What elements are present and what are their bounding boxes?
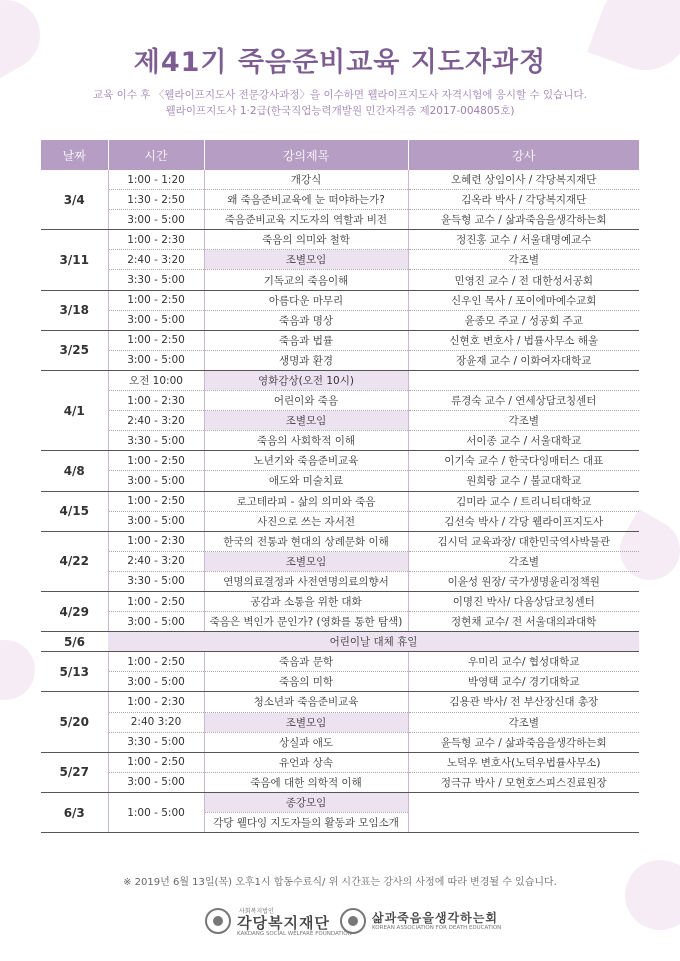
instructor-cell: 김미라 교수 / 트리니티대학교 — [408, 491, 639, 511]
kakdang-logo-name: 각당복지재단 — [237, 914, 330, 932]
table-row — [41, 451, 639, 471]
date-cell: 3/25 — [41, 330, 108, 370]
table-row — [41, 792, 639, 812]
time-cell: 1:00 - 2:50 — [108, 451, 204, 471]
table-row — [41, 210, 639, 230]
time-cell: 3:00 - 5:00 — [108, 350, 204, 370]
lecture-cell: 조별모임 — [204, 712, 408, 732]
table-row — [41, 632, 639, 652]
instructor-cell: 우미리 교수/ 협성대학교 — [408, 652, 639, 672]
table-row — [41, 612, 639, 632]
table-row — [41, 652, 639, 672]
lecture-cell: 애도와 미술치료 — [204, 471, 408, 491]
kakdang-logo-eng: KAKDANG SOCIAL WELFARE FOUNDATION — [237, 931, 352, 937]
time-cell: 1:00 - 2:30 — [108, 692, 204, 712]
table-row — [41, 370, 639, 390]
table-row — [41, 471, 639, 491]
instructor-cell: 노덕우 변호사(노덕우법률사무소) — [408, 752, 639, 772]
table-row — [41, 270, 639, 290]
table-row — [41, 591, 639, 611]
instructor-cell — [408, 370, 639, 390]
lecture-cell: 조별모임 — [204, 411, 408, 431]
time-cell: 오전 10:00 — [108, 370, 204, 390]
table-row — [41, 170, 639, 190]
date-cell: 5/20 — [41, 692, 108, 752]
instructor-cell: 이기숙 교수 / 한국다잉매터스 대표 — [408, 451, 639, 471]
time-cell: 1:00 - 2:50 — [108, 591, 204, 611]
time-cell: 1:00 - 2:50 — [108, 491, 204, 511]
time-cell: 2:40 - 3:20 — [108, 551, 204, 571]
date-cell: 5/6 — [41, 632, 108, 652]
time-cell: 3:00 - 5:00 — [108, 210, 204, 230]
lecture-cell: 로고테라피 - 삶의 의미와 죽음 — [204, 491, 408, 511]
instructor-cell: 김용관 박사/ 전 부산장신대 총장 — [408, 692, 639, 712]
instructor-cell: 정현채 교수/ 전 서울대의과대학 — [408, 612, 639, 632]
page-subtitle — [0, 87, 680, 119]
time-cell: 3:30 - 5:00 — [108, 270, 204, 290]
association-logo-name: 삶과죽음을생각하는회 — [372, 911, 498, 925]
instructor-cell: 정극규 박사 / 모현호스피스진료원장 — [408, 772, 639, 792]
table-row — [41, 772, 639, 792]
instructor-cell: 이명진 박사/ 다움상담코칭센터 — [408, 591, 639, 611]
time-cell: 1:00 - 2:50 — [108, 330, 204, 350]
column-header-time: 시간 — [108, 140, 204, 170]
instructor-cell: 각조별 — [408, 551, 639, 571]
table-row — [41, 250, 639, 270]
association-logo — [340, 906, 500, 940]
date-cell: 4/1 — [41, 370, 108, 450]
table-row — [41, 551, 639, 571]
table-row — [41, 391, 639, 411]
association-emblem-icon — [340, 908, 366, 934]
time-cell: 1:00 - 2:30 — [108, 230, 204, 250]
lecture-cell: 청소년과 죽음준비교육 — [204, 692, 408, 712]
lecture-cell: 각당 웰다잉 지도자들의 활동과 모임소개 — [204, 813, 408, 833]
table-row — [41, 491, 639, 511]
instructor-cell: 민영진 교수 / 전 대한성서공회 — [408, 270, 639, 290]
time-cell: 1:30 - 2:50 — [108, 190, 204, 210]
instructor-cell: 이윤성 원장/ 국가생명윤리정책원 — [408, 571, 639, 591]
instructor-cell: 서이종 교수 / 서울대학교 — [408, 431, 639, 451]
schedule-body — [41, 170, 639, 833]
time-cell: 1:00 - 5:00 — [108, 792, 204, 832]
lecture-cell: 죽음준비교육 지도자의 역할과 비전 — [204, 210, 408, 230]
table-row — [41, 692, 639, 712]
subtitle-line-2: 웰라이프지도사 1·2급(한국직업능력개발원 민간자격증 제2017-004805호) — [165, 105, 515, 117]
table-row — [41, 290, 639, 310]
instructor-cell: 류경숙 교수 / 연세상담코칭센터 — [408, 391, 639, 411]
association-logo-eng: KOREAN ASSOCIATION FOR DEATH EDUCATION — [372, 925, 502, 931]
time-cell: 3:00 - 5:00 — [108, 471, 204, 491]
time-cell: 2:40 - 3:20 — [108, 250, 204, 270]
date-cell: 3/18 — [41, 290, 108, 330]
table-row — [41, 190, 639, 210]
instructor-cell: 윤득형 교수 / 삶과죽음을생각하는회 — [408, 210, 639, 230]
lecture-cell: 어린이와 죽음 — [204, 391, 408, 411]
lecture-cell: 연명의료결정과 사전연명의료의향서 — [204, 571, 408, 591]
instructor-cell: 윤득형 교수 / 삶과죽음을생각하는회 — [408, 732, 639, 752]
lecture-cell: 한국의 전통과 현대의 상례문화 이해 — [204, 531, 408, 551]
kakdang-emblem-icon — [205, 908, 231, 934]
subtitle-line-1: 교육 이수 후 〈웰라이프지도사 전문강사과정〉을 이수하면 웰라이프지도사 자격시험에 응시할 수 있습니다. — [93, 89, 587, 101]
date-cell: 4/15 — [41, 491, 108, 531]
page-title: 제41기 죽음준비교육 지도자과정 — [133, 47, 547, 78]
table-row — [41, 230, 639, 250]
instructor-cell: 윤종모 주교 / 성공회 주교 — [408, 310, 639, 330]
instructor-cell: 김옥라 박사 / 각당복지재단 — [408, 190, 639, 210]
lecture-cell: 생명과 환경 — [204, 350, 408, 370]
table-row — [41, 350, 639, 370]
column-header-date: 날짜 — [41, 140, 108, 170]
instructor-cell: 원희랑 교수 / 불교대학교 — [408, 471, 639, 491]
time-cell: 3:00 - 5:00 — [108, 612, 204, 632]
lecture-cell: 죽음은 벽인가 문인가? (영화를 통한 탐색) — [204, 612, 408, 632]
lecture-cell: 공감과 소통을 위한 대화 — [204, 591, 408, 611]
time-cell: 3:00 - 5:00 — [108, 511, 204, 531]
time-cell: 3:00 - 5:00 — [108, 672, 204, 692]
instructor-cell: 각조별 — [408, 712, 639, 732]
kakdang-logo-small: 사회복지법인 — [239, 908, 274, 915]
instructor-cell: 각조별 — [408, 411, 639, 431]
lecture-cell: 죽음의 사회학적 이해 — [204, 431, 408, 451]
lecture-cell: 왜 죽음준비교육에 눈 떠야하는가? — [204, 190, 408, 210]
time-cell: 1:00 - 2:30 — [108, 391, 204, 411]
column-header-instructor: 강사 — [408, 140, 639, 170]
lecture-cell: 노년기와 죽음준비교육 — [204, 451, 408, 471]
time-cell: 3:30 - 5:00 — [108, 732, 204, 752]
time-cell: 3:30 - 5:00 — [108, 571, 204, 591]
lecture-cell: 유언과 상속 — [204, 752, 408, 772]
date-cell: 3/4 — [41, 170, 108, 230]
lecture-cell: 죽음과 문학 — [204, 652, 408, 672]
time-cell: 1:00 - 2:50 — [108, 752, 204, 772]
lecture-cell: 아름다운 마무리 — [204, 290, 408, 310]
instructor-cell: 김시덕 교육과장/ 대한민국역사박물관 — [408, 531, 639, 551]
holiday-cell: 어린이날 대체 휴일 — [108, 632, 639, 652]
lecture-cell: 조별모임 — [204, 250, 408, 270]
schedule-table — [41, 140, 639, 833]
instructor-cell: 신현호 변호사 / 법률사무소 해울 — [408, 330, 639, 350]
lecture-cell: 죽음과 법률 — [204, 330, 408, 350]
time-cell: 2:40 - 3:20 — [108, 411, 204, 431]
lecture-cell: 죽음과 명상 — [204, 310, 408, 330]
kakdang-logo — [205, 906, 352, 940]
table-row — [41, 752, 639, 772]
table-row — [41, 330, 639, 350]
table-row — [41, 712, 639, 732]
date-cell: 3/11 — [41, 230, 108, 290]
lecture-cell: 죽음의 미학 — [204, 672, 408, 692]
date-cell: 4/8 — [41, 451, 108, 491]
time-cell: 3:00 - 5:00 — [108, 310, 204, 330]
lecture-cell: 종강모임 — [204, 792, 408, 812]
time-cell: 1:00 - 2:50 — [108, 652, 204, 672]
lecture-cell: 조별모임 — [204, 551, 408, 571]
table-row — [41, 672, 639, 692]
table-row — [41, 310, 639, 330]
lecture-cell: 사진으로 쓰는 자서전 — [204, 511, 408, 531]
instructor-cell: 각조별 — [408, 250, 639, 270]
date-cell: 5/13 — [41, 652, 108, 692]
instructor-cell: 장윤재 교수 / 이화여자대학교 — [408, 350, 639, 370]
table-row — [41, 511, 639, 531]
time-cell: 3:30 - 5:00 — [108, 431, 204, 451]
lecture-cell: 죽음에 대한 의학적 이해 — [204, 772, 408, 792]
footer-logos — [0, 906, 680, 946]
instructor-cell: 신우인 목사 / 포이에마예수교회 — [408, 290, 639, 310]
time-cell: 3:00 - 5:00 — [108, 772, 204, 792]
table-row — [41, 431, 639, 451]
lecture-cell: 상실과 애도 — [204, 732, 408, 752]
table-row — [41, 571, 639, 591]
table-row — [41, 531, 639, 551]
instructor-cell: 김선숙 박사 / 각당 웰라이프지도사 — [408, 511, 639, 531]
column-header-lecture: 강의제목 — [204, 140, 408, 170]
date-cell: 6/3 — [41, 792, 108, 832]
instructor-cell: 오혜련 상임이사 / 각당복지재단 — [408, 170, 639, 190]
time-cell: 1:00 - 2:30 — [108, 531, 204, 551]
lecture-cell: 개강식 — [204, 170, 408, 190]
table-row — [41, 732, 639, 752]
lecture-cell: 영화감상(오전 10시) — [204, 370, 408, 390]
instructor-cell: 정진홍 교수 / 서울대명예교수 — [408, 230, 639, 250]
decor-petal — [0, 629, 46, 711]
time-cell: 1:00 - 1:20 — [108, 170, 204, 190]
table-row — [41, 411, 639, 431]
instructor-cell — [408, 792, 639, 832]
footer-note: ※ 2019년 6월 13일(목) 오후1시 합동수료식/ 위 시간표는 강사의 사정에 따라 변경될 수 있습니다. — [123, 877, 557, 888]
lecture-cell: 죽음의 의미와 철학 — [204, 230, 408, 250]
date-cell: 4/29 — [41, 591, 108, 631]
time-cell: 2:40 3:20 — [108, 712, 204, 732]
table-header-row — [41, 140, 639, 170]
instructor-cell: 박영택 교수/ 경기대학교 — [408, 672, 639, 692]
time-cell: 1:00 - 2:50 — [108, 290, 204, 310]
date-cell: 5/27 — [41, 752, 108, 792]
lecture-cell: 기독교의 죽음이해 — [204, 270, 408, 290]
date-cell: 4/22 — [41, 531, 108, 591]
